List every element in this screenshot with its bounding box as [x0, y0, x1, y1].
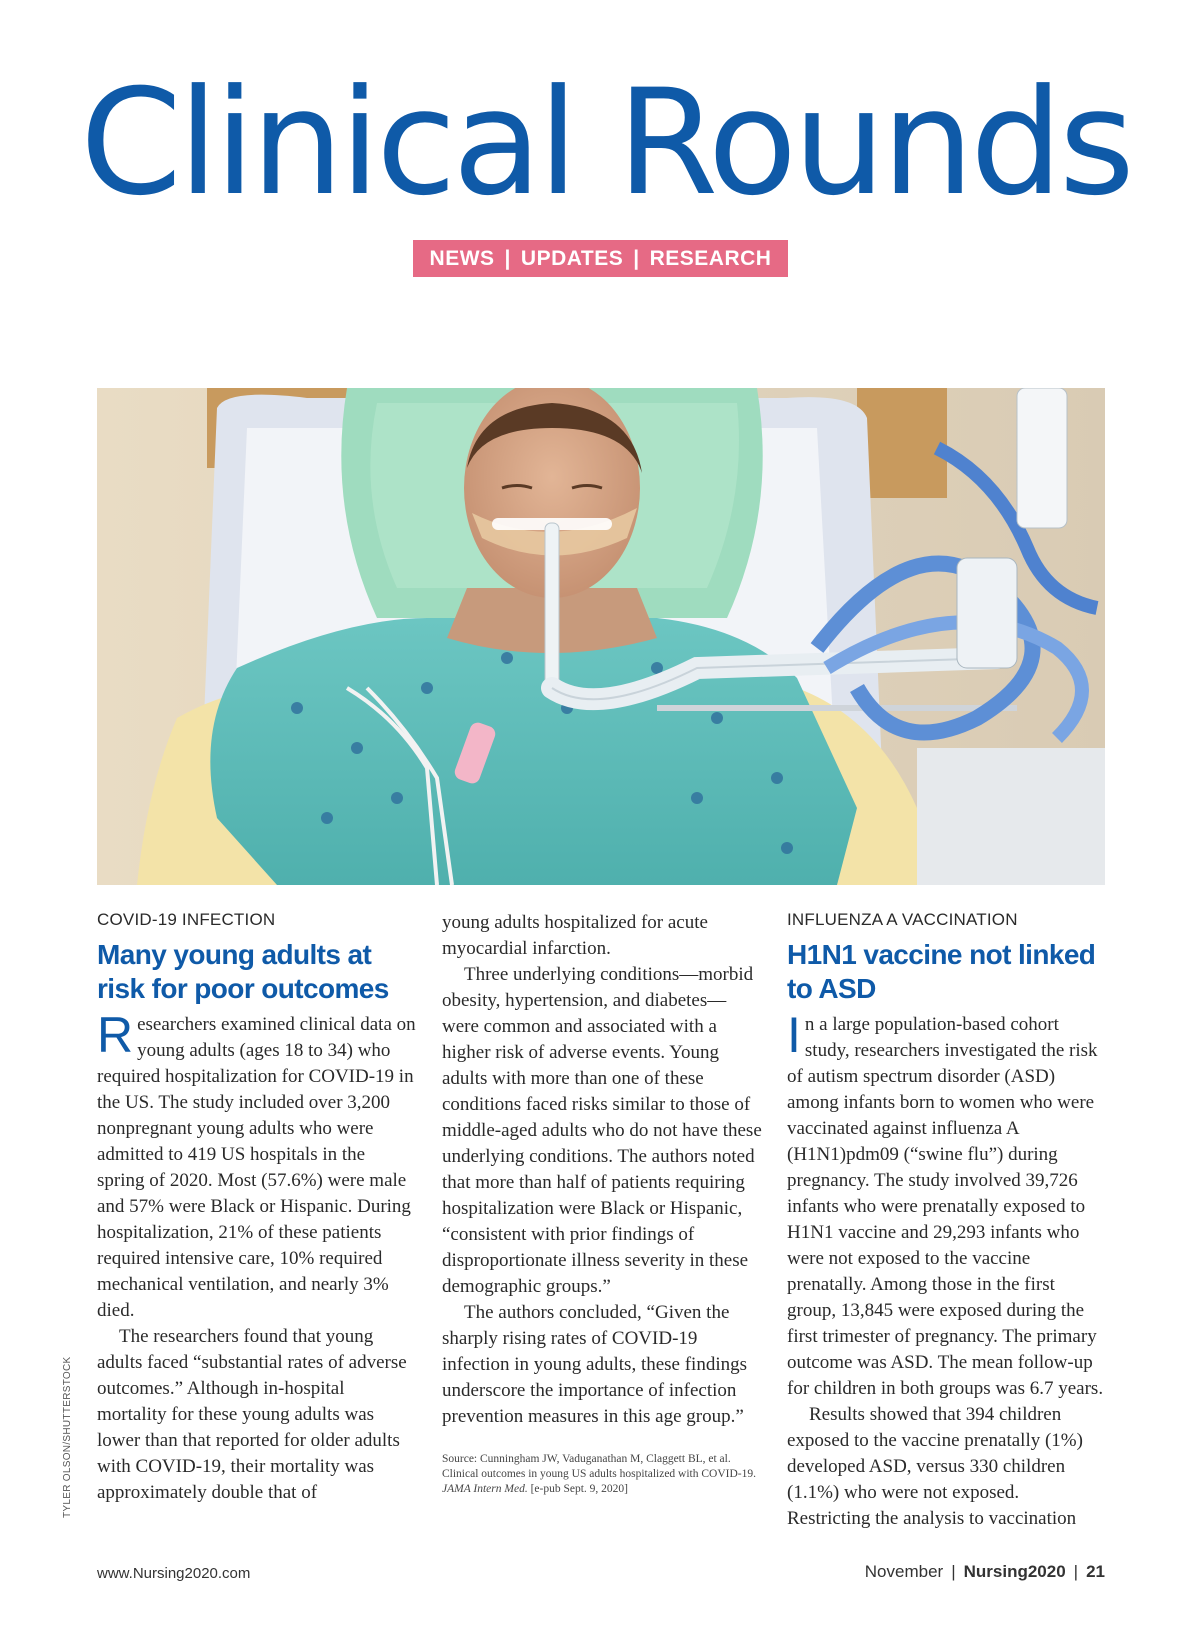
column-3	[787, 910, 1107, 1532]
source-citation: Source: Cunningham JW, Vaduganathan M, Claggett BL, et al. Clinical outcomes in young US adults hospitalized with COVID-19.	[442, 1453, 756, 1480]
footer-folio	[865, 1562, 1105, 1582]
dropcap: R	[97, 1007, 134, 1063]
article1-headline: Many young adults at risk for poor outcomes	[97, 939, 389, 1004]
article1-p3: young adults hospitalized for acute myocardial infarction.	[442, 912, 708, 959]
article1-p1: esearchers examined clinical data on young adults (ages 18 to 34) who required hospitalization for COVID-19 in the US. The study included over 3,200 nonpregnant young adults who were admitted to 419 US hospitals in the spring of 2020. Most (57.6%) were male and 57% were Black or Hispanic. During hospitalization, 21% of these patients required intensive care, 10% required mechanical ventilation, and nearly 3% died.	[97, 1014, 416, 1321]
footer-month: November	[864, 1562, 944, 1581]
banner-separator: |	[504, 246, 511, 270]
page-number: 21	[1086, 1562, 1105, 1581]
article1-kicker: COVID-19 INFECTION	[97, 910, 276, 929]
banner-separator: |	[633, 246, 640, 270]
article1-body	[97, 1007, 417, 1506]
article2-kicker: INFLUENZA A VACCINATION	[787, 910, 1018, 929]
source-journal: JAMA Intern Med.	[442, 1483, 528, 1495]
article2-headline: H1N1 vaccine not linked to ASD	[787, 939, 1096, 1004]
footer-website: www.Nursing2020.com	[97, 1565, 251, 1582]
dropcap: I	[787, 1007, 801, 1063]
article2-paragraph	[787, 1007, 1107, 1402]
article1-body-cont	[442, 910, 762, 1430]
section-banner	[413, 240, 788, 277]
footer-publication: Nursing2020	[963, 1562, 1066, 1581]
column-2	[442, 910, 762, 1497]
photo-credit: TYLER OLSON/SHUTTERSTOCK	[62, 1356, 73, 1518]
article1-source	[442, 1452, 762, 1497]
article2-body	[787, 1007, 1107, 1532]
article1-p5: The authors concluded, “Given the sharply rising rates of COVID-19 infection in young adults, these findings underscore the importance of infection prevention measures in this age group.”	[442, 1302, 748, 1427]
article1-p4: Three underlying conditions—morbid obesity, hypertension, and diabetes—were common and associated with a higher risk of adverse events. Young adults with more than one of these conditions faced risks similar to those of middle-aged adults who do not have these underlying conditions. The authors noted that more than half of patients requiring hospitalization were Black or Hispanic, “consistent with prior findings of disproportionate illness severity in these demographic groups.”	[442, 964, 762, 1297]
banner-news: NEWS	[429, 246, 495, 270]
masthead-title: Clinical Rounds	[80, 58, 1131, 228]
article2-p1: n a large population-based cohort study, researchers investigated the risk of autism spectrum disorder (ASD) among infants born to women who were vaccinated against influenza A (H1N1)pdm09 (“swine flu”) during pregnancy. The study involved 39,726 infants who were prenatally exposed to H1N1 vaccine and 29,293 infants who were not exposed to the vaccine prenatally. Among those in the first group, 13,845 were exposed during the first trimester of pregnancy. The primary outcome was ASD. The mean follow-up for children in both groups was 6.7 years.	[787, 1014, 1104, 1399]
footer-separator: |	[1073, 1562, 1079, 1581]
column-1	[97, 910, 417, 1506]
banner-research: RESEARCH	[649, 246, 772, 270]
footer-separator: |	[951, 1562, 956, 1581]
hero-photo	[97, 388, 1105, 885]
banner-updates: UPDATES	[520, 246, 624, 270]
article1-paragraph	[97, 1007, 417, 1324]
article1-p2: The researchers found that young adults faced “substantial rates of adverse outcomes.” Although in-hospital mortality for these young adults was lower than that reported for older adults with COVID-19, their mortality was approximately double that of	[97, 1326, 407, 1503]
article2-p2: Results showed that 394 children exposed to the vaccine prenatally (1%) developed ASD, versus 330 children (1.1%) who were not exposed. Restricting the analysis to vaccination	[787, 1404, 1083, 1529]
source-date: [e-pub Sept. 9, 2020]	[530, 1483, 628, 1495]
